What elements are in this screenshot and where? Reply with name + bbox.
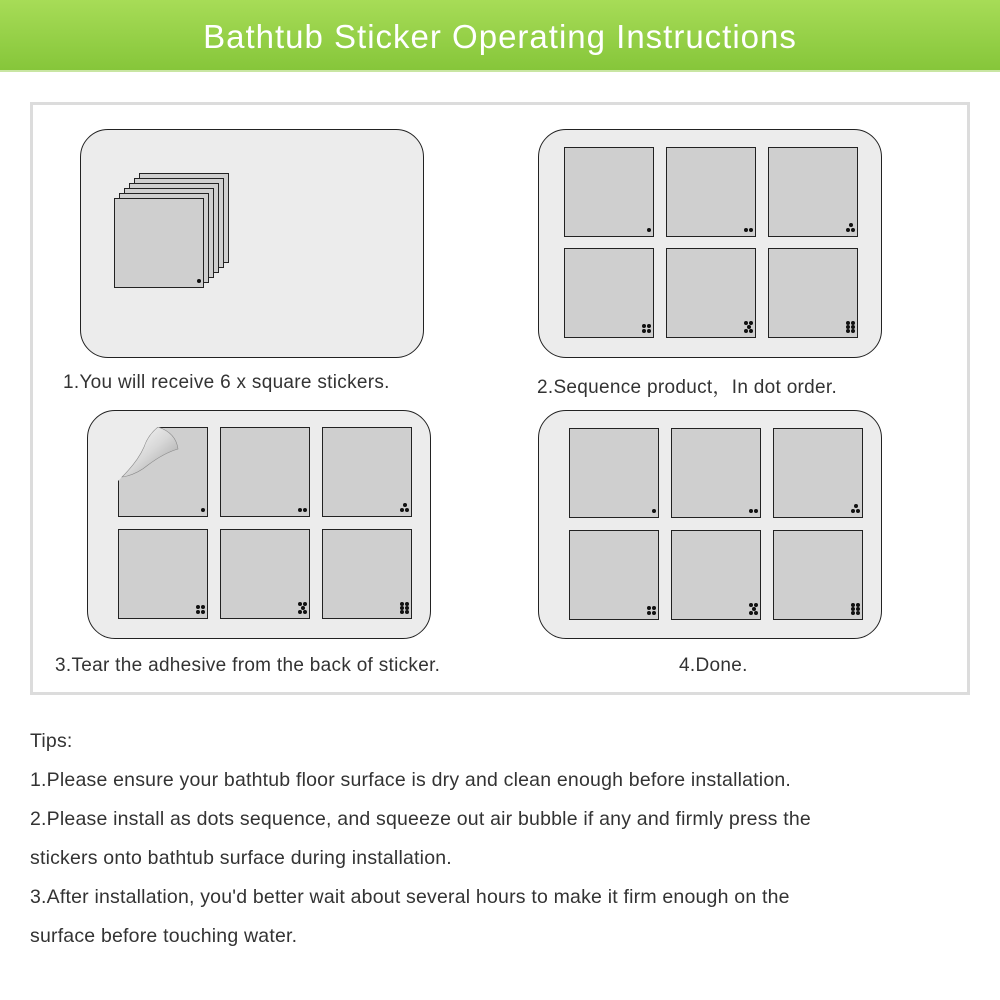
dot-marker (851, 228, 855, 232)
tip-line: 1.Please ensure your bathtub floor surface is dry and clean enough before installation. (30, 769, 792, 791)
dot-marker (642, 324, 646, 328)
sticker-square (666, 248, 756, 338)
dot-marker (749, 509, 753, 513)
sticker-square (773, 428, 863, 518)
dot-marker (854, 504, 858, 508)
dot-marker (400, 610, 404, 614)
step-2-panel (538, 129, 882, 358)
sticker-square (569, 428, 659, 518)
peel-corner-icon (118, 427, 180, 489)
dot-marker (405, 610, 409, 614)
dot-marker (851, 329, 855, 333)
dot-marker (749, 611, 753, 615)
dot-marker (201, 508, 205, 512)
step-4-caption: 4.Done. (679, 655, 748, 676)
step-1-panel (80, 129, 424, 358)
page-title: Bathtub Sticker Operating Instructions (203, 18, 797, 55)
step-1-caption: 1.You will receive 6 x square stickers. (63, 372, 390, 393)
tip-line: stickers onto bathtub surface during installation. (30, 847, 452, 869)
tips-heading: Tips: (30, 730, 73, 752)
dot-marker (400, 508, 404, 512)
dot-marker (749, 228, 753, 232)
dot-marker (647, 228, 651, 232)
dot-marker (303, 508, 307, 512)
tip-line: 2.Please install as dots sequence, and squeeze out air bubble if any and firmly press the (30, 808, 811, 830)
dot-marker (846, 329, 850, 333)
dot-marker (652, 509, 656, 513)
dot-marker (744, 329, 748, 333)
dot-marker (754, 509, 758, 513)
sticker-square (118, 529, 208, 619)
sticker-square (322, 529, 412, 619)
step-3-panel (87, 410, 431, 639)
dot-marker (298, 610, 302, 614)
dot-marker (652, 611, 656, 615)
dot-marker (856, 611, 860, 615)
dot-marker (647, 329, 651, 333)
dot-marker (201, 610, 205, 614)
dot-marker (647, 324, 651, 328)
dot-marker (754, 611, 758, 615)
step-3-caption: 3.Tear the adhesive from the back of sticker. (55, 655, 441, 676)
step-4-panel (538, 410, 882, 639)
dot-marker (846, 228, 850, 232)
dot-marker (744, 228, 748, 232)
sticker-square (671, 530, 761, 620)
dot-marker (647, 606, 651, 610)
dot-marker (196, 610, 200, 614)
dot-marker (642, 329, 646, 333)
sticker-square (114, 198, 204, 288)
dot-marker (403, 503, 407, 507)
dot-marker (197, 279, 201, 283)
dot-marker (851, 509, 855, 513)
dot-marker (749, 329, 753, 333)
dot-marker (298, 508, 302, 512)
dot-marker (201, 605, 205, 609)
tip-line: surface before touching water. (30, 925, 298, 947)
dot-marker (196, 605, 200, 609)
sticker-square (564, 248, 654, 338)
dot-marker (647, 611, 651, 615)
sticker-square (773, 530, 863, 620)
dot-marker (405, 508, 409, 512)
sticker-square (564, 147, 654, 237)
dot-marker (849, 223, 853, 227)
step-2-caption: 2.Sequence product，In dot order. (537, 377, 838, 398)
dot-marker (851, 611, 855, 615)
sticker-square (118, 427, 208, 517)
sticker-square (220, 529, 310, 619)
page-banner (0, 0, 1000, 72)
dot-marker (652, 606, 656, 610)
sticker-square (671, 428, 761, 518)
sticker-square (768, 147, 858, 237)
dot-marker (303, 610, 307, 614)
sticker-square (569, 530, 659, 620)
sticker-square (322, 427, 412, 517)
dot-marker (856, 509, 860, 513)
tip-line: 3.After installation, you'd better wait about several hours to make it firm enough on the (30, 886, 790, 908)
sticker-square (768, 248, 858, 338)
sticker-square (220, 427, 310, 517)
sticker-square (666, 147, 756, 237)
